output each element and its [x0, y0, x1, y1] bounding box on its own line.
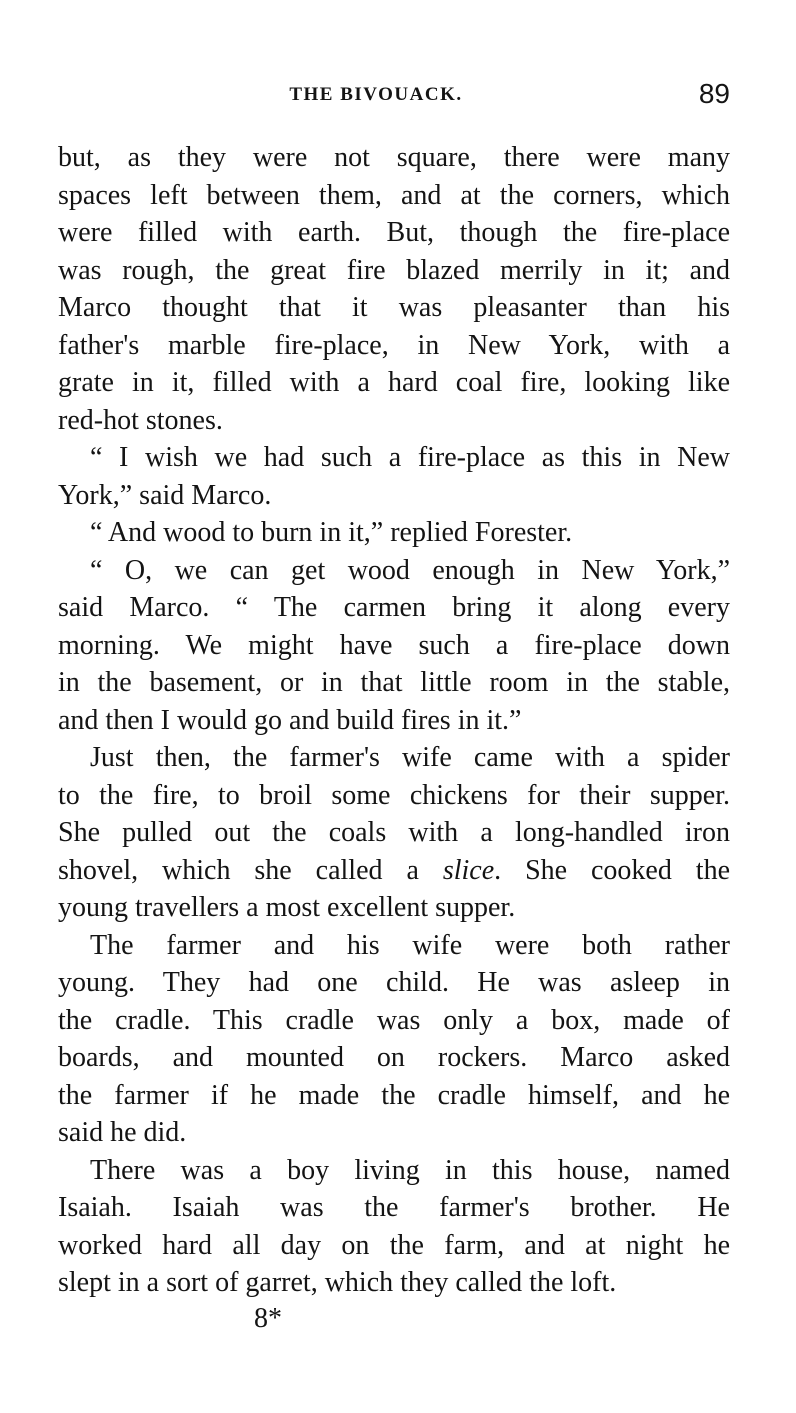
book-page — [58, 0, 730, 1413]
running-head — [58, 78, 730, 112]
text-line: She pulled out the coals with a long-handled iron — [58, 817, 730, 848]
paragraph — [58, 439, 730, 514]
text-line: There was a boy living in this house, named — [90, 1154, 730, 1186]
italic-word: slice — [442, 854, 495, 886]
text-line: worked hard all day on the farm, and at night he — [58, 1229, 730, 1261]
text-line: was rough, the great fire blazed merrily in it; and — [58, 254, 730, 286]
text-line: Just then, the farmer's wife came with a spider — [90, 742, 730, 773]
text-line: said he did. — [58, 1117, 187, 1148]
text-line: morning. We might have such a fire-place down — [58, 629, 730, 661]
signature-mark: 8* — [254, 1303, 282, 1334]
paragraph — [58, 927, 730, 1152]
paragraph — [58, 552, 730, 740]
text-line: the cradle. This cradle was only a box, made of — [58, 1004, 730, 1036]
text-line: “ O, we can get wood enough in New York,” — [90, 554, 730, 586]
page-number: 89 — [698, 78, 730, 109]
paragraph — [58, 139, 730, 439]
paragraph — [58, 1152, 730, 1302]
text-line: and then I would go and build fires in it.” — [58, 704, 522, 736]
text-line: spaces left between them, and at the corners, which — [58, 179, 730, 211]
text-line: young. They had one child. He was asleep in — [58, 967, 730, 998]
text-line: shovel, which she called a slice. She cooked the — [58, 854, 730, 886]
text-line: but, as they were not square, there were many — [58, 142, 730, 173]
paragraph — [58, 739, 730, 927]
text-line: Marco thought that it was pleasanter than his — [58, 292, 730, 323]
text-line: boards, and mounted on rockers. Marco asked — [58, 1042, 730, 1073]
paragraph — [58, 514, 730, 552]
text-line: “ And wood to burn in it,” replied Forester. — [90, 517, 573, 548]
text-line: to the fire, to broil some chickens for their supper. — [58, 779, 730, 811]
body-text — [58, 139, 730, 1302]
text-line: “ I wish we had such a fire-place as this in New — [90, 442, 730, 473]
text-line: were filled with earth. But, though the fire-place — [58, 217, 730, 248]
text-line: the farmer if he made the cradle himself, and he — [58, 1079, 730, 1111]
text-line: York,” said Marco. — [58, 479, 272, 511]
text-line: said Marco. “ The carmen bring it along every — [58, 592, 730, 623]
text-line: slept in a sort of garret, which they called the loft. — [58, 1267, 617, 1298]
text-line: Isaiah. Isaiah was the farmer's brother. He — [58, 1192, 730, 1223]
text-line: grate in it, filled with a hard coal fire, looking like — [58, 367, 730, 398]
text-line: young travellers a most excellent supper. — [58, 892, 516, 923]
running-title: THE BIVOUACK. — [289, 84, 463, 105]
text-line: The farmer and his wife were both rather — [90, 929, 730, 961]
text-line: father's marble fire-place, in New York, with a — [58, 329, 730, 361]
text-line: red-hot stones. — [58, 404, 223, 436]
text-line: in the basement, or in that little room in the stable, — [58, 667, 730, 698]
